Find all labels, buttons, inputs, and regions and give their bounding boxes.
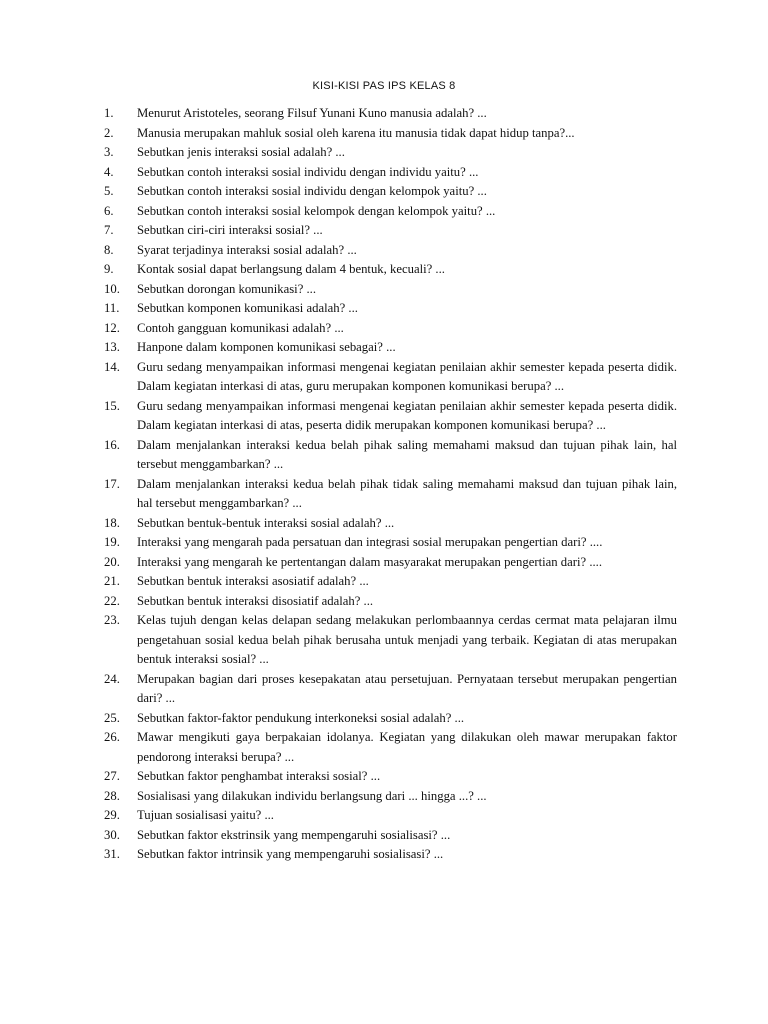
question-item — [0, 319, 768, 339]
question-number: 12. — [104, 320, 120, 335]
question-item — [0, 280, 768, 300]
question-text: Tujuan sosialisasi yaitu? ... — [137, 808, 274, 822]
question-number: 7. — [104, 223, 114, 237]
question-number: 24. — [104, 671, 120, 686]
question-number: 1. — [104, 106, 114, 120]
question-text: Sebutkan bentuk-bentuk interaksi sosial adalah? ... — [137, 515, 395, 530]
question-text: Manusia merupakan mahluk sosial oleh karena itu manusia tidak dapat hidup tanpa?... — [137, 125, 575, 140]
question-number: 15. — [104, 398, 120, 413]
question-text: Contoh gangguan komunikasi adalah? ... — [137, 320, 344, 335]
question-text: Sebutkan contoh interaksi sosial individu dengan kelompok yaitu? ... — [137, 184, 487, 198]
question-text: Menurut Aristoteles, seorang Filsuf Yunani Kuno manusia adalah? ... — [137, 106, 487, 120]
question-item — [0, 436, 768, 475]
question-item — [0, 338, 768, 358]
question-text: Kontak sosial dapat berlangsung dalam 4 bentuk, kecuali? ... — [137, 262, 445, 276]
question-text: Sebutkan ciri-ciri interaksi sosial? ... — [137, 223, 323, 237]
question-number: 21. — [104, 574, 120, 588]
question-item — [0, 299, 768, 319]
question-item — [0, 241, 768, 261]
question-item — [0, 553, 768, 573]
question-number: 10. — [104, 281, 120, 296]
question-item — [0, 143, 768, 163]
document-title: KISI-KISI PAS IPS KELAS 8 — [312, 80, 456, 92]
question-number: 3. — [104, 145, 114, 159]
question-number: 19. — [104, 535, 120, 549]
question-text: Sebutkan dorongan komunikasi? ... — [137, 281, 317, 296]
question-number: 23. — [104, 613, 120, 627]
question-number: 22. — [104, 593, 120, 608]
question-item — [0, 826, 768, 846]
question-item — [0, 514, 768, 534]
question-item — [0, 397, 768, 436]
question-number: 20. — [104, 554, 120, 569]
question-text: Hanpone dalam komponen komunikasi sebagai? ... — [137, 340, 396, 354]
question-number: 18. — [104, 515, 120, 530]
question-item — [0, 845, 768, 865]
question-text: Sebutkan faktor ekstrinsik yang mempengaruhi sosialisasi? ... — [137, 827, 451, 842]
question-item — [0, 670, 768, 709]
question-item — [0, 475, 768, 514]
question-item — [0, 572, 768, 592]
question-number: 4. — [104, 164, 114, 179]
question-text: Kelas tujuh dengan kelas delapan sedang melakukan perlombaannya cerdas cermat mata pelajaran ilmu pengetahuan sosial kedua belah pihak berusaha untuk menjadi yang terbaik. Kegiatan di atas merupakan bentuk interaksi sosial? ... — [137, 613, 677, 666]
question-item — [0, 592, 768, 612]
question-text: Sebutkan komponen komunikasi adalah? ... — [137, 301, 358, 315]
question-item — [0, 124, 768, 144]
question-list — [0, 104, 768, 865]
question-text: Interaksi yang mengarah ke pertentangan dalam masyarakat merupakan pengertian dari? .... — [137, 554, 603, 569]
question-item — [0, 806, 768, 826]
question-text: Merupakan bagian dari proses kesepakatan atau persetujuan. Pernyataan tersebut merupakan pengertian dari? ... — [137, 671, 677, 705]
question-number: 31. — [104, 847, 120, 861]
question-number: 2. — [104, 125, 114, 140]
question-text: Interaksi yang mengarah pada persatuan dan integrasi sosial merupakan pengertian dari? .... — [137, 535, 603, 549]
question-item — [0, 202, 768, 222]
question-text: Guru sedang menyampaikan informasi mengenai kegiatan penilaian akhir semester kepada peserta didik. Dalam kegiatan interkasi di atas, peserta didik merupakan komponen komunikasi berupa? ... — [137, 398, 677, 432]
question-item — [0, 260, 768, 280]
question-number: 5. — [104, 184, 114, 198]
question-number: 9. — [104, 262, 114, 276]
question-text: Syarat terjadinya interaksi sosial adalah? ... — [137, 242, 357, 257]
question-number: 30. — [104, 827, 120, 842]
question-number: 11. — [104, 301, 120, 315]
question-item — [0, 182, 768, 202]
question-number: 14. — [104, 359, 120, 374]
question-number: 13. — [104, 340, 120, 354]
question-text: Dalam menjalankan interaksi kedua belah pihak saling memahami maksud dan tujuan pihak lain, hal tersebut menggambarkan? ... — [137, 437, 677, 471]
question-number: 6. — [104, 203, 114, 218]
question-item — [0, 611, 768, 670]
question-number: 17. — [104, 476, 120, 491]
question-text: Guru sedang menyampaikan informasi mengenai kegiatan penilaian akhir semester kepada peserta didik. Dalam kegiatan interkasi di atas, guru merupakan komponen komunikasi berupa? ... — [137, 359, 677, 393]
question-number: 29. — [104, 808, 120, 822]
question-number: 27. — [104, 769, 120, 783]
question-item — [0, 709, 768, 729]
question-number: 16. — [104, 437, 120, 452]
question-text: Mawar mengikuti gaya berpakaian idolanya. Kegiatan yang dilakukan oleh mawar merupakan faktor pendorong interaksi berupa? ... — [137, 730, 677, 764]
question-item — [0, 104, 768, 124]
question-text: Sebutkan faktor intrinsik yang mempengaruhi sosialisasi? ... — [137, 847, 444, 861]
question-text: Sebutkan bentuk interaksi asosiatif adalah? ... — [137, 574, 369, 588]
question-number: 8. — [104, 242, 114, 257]
question-text: Sebutkan contoh interaksi sosial individu dengan individu yaitu? ... — [137, 164, 479, 179]
question-number: 25. — [104, 710, 120, 725]
question-text: Sosialisasi yang dilakukan individu berlangsung dari ... hingga ...? ... — [137, 788, 487, 803]
question-text: Dalam menjalankan interaksi kedua belah pihak tidak saling memahami maksud dan tujuan pihak lain, hal tersebut menggambarkan? ... — [137, 476, 677, 510]
question-item — [0, 163, 768, 183]
question-number: 28. — [104, 788, 120, 803]
question-item — [0, 787, 768, 807]
question-number: 26. — [104, 730, 120, 744]
question-text: Sebutkan jenis interaksi sosial adalah? ... — [137, 145, 345, 159]
question-item — [0, 221, 768, 241]
question-text: Sebutkan bentuk interaksi disosiatif adalah? ... — [137, 593, 374, 608]
question-text: Sebutkan contoh interaksi sosial kelompok dengan kelompok yaitu? ... — [137, 203, 496, 218]
question-item — [0, 728, 768, 767]
question-item — [0, 767, 768, 787]
question-text: Sebutkan faktor penghambat interaksi sosial? ... — [137, 769, 381, 783]
question-text: Sebutkan faktor-faktor pendukung interkoneksi sosial adalah? ... — [137, 710, 465, 725]
question-item — [0, 358, 768, 397]
question-item — [0, 533, 768, 553]
